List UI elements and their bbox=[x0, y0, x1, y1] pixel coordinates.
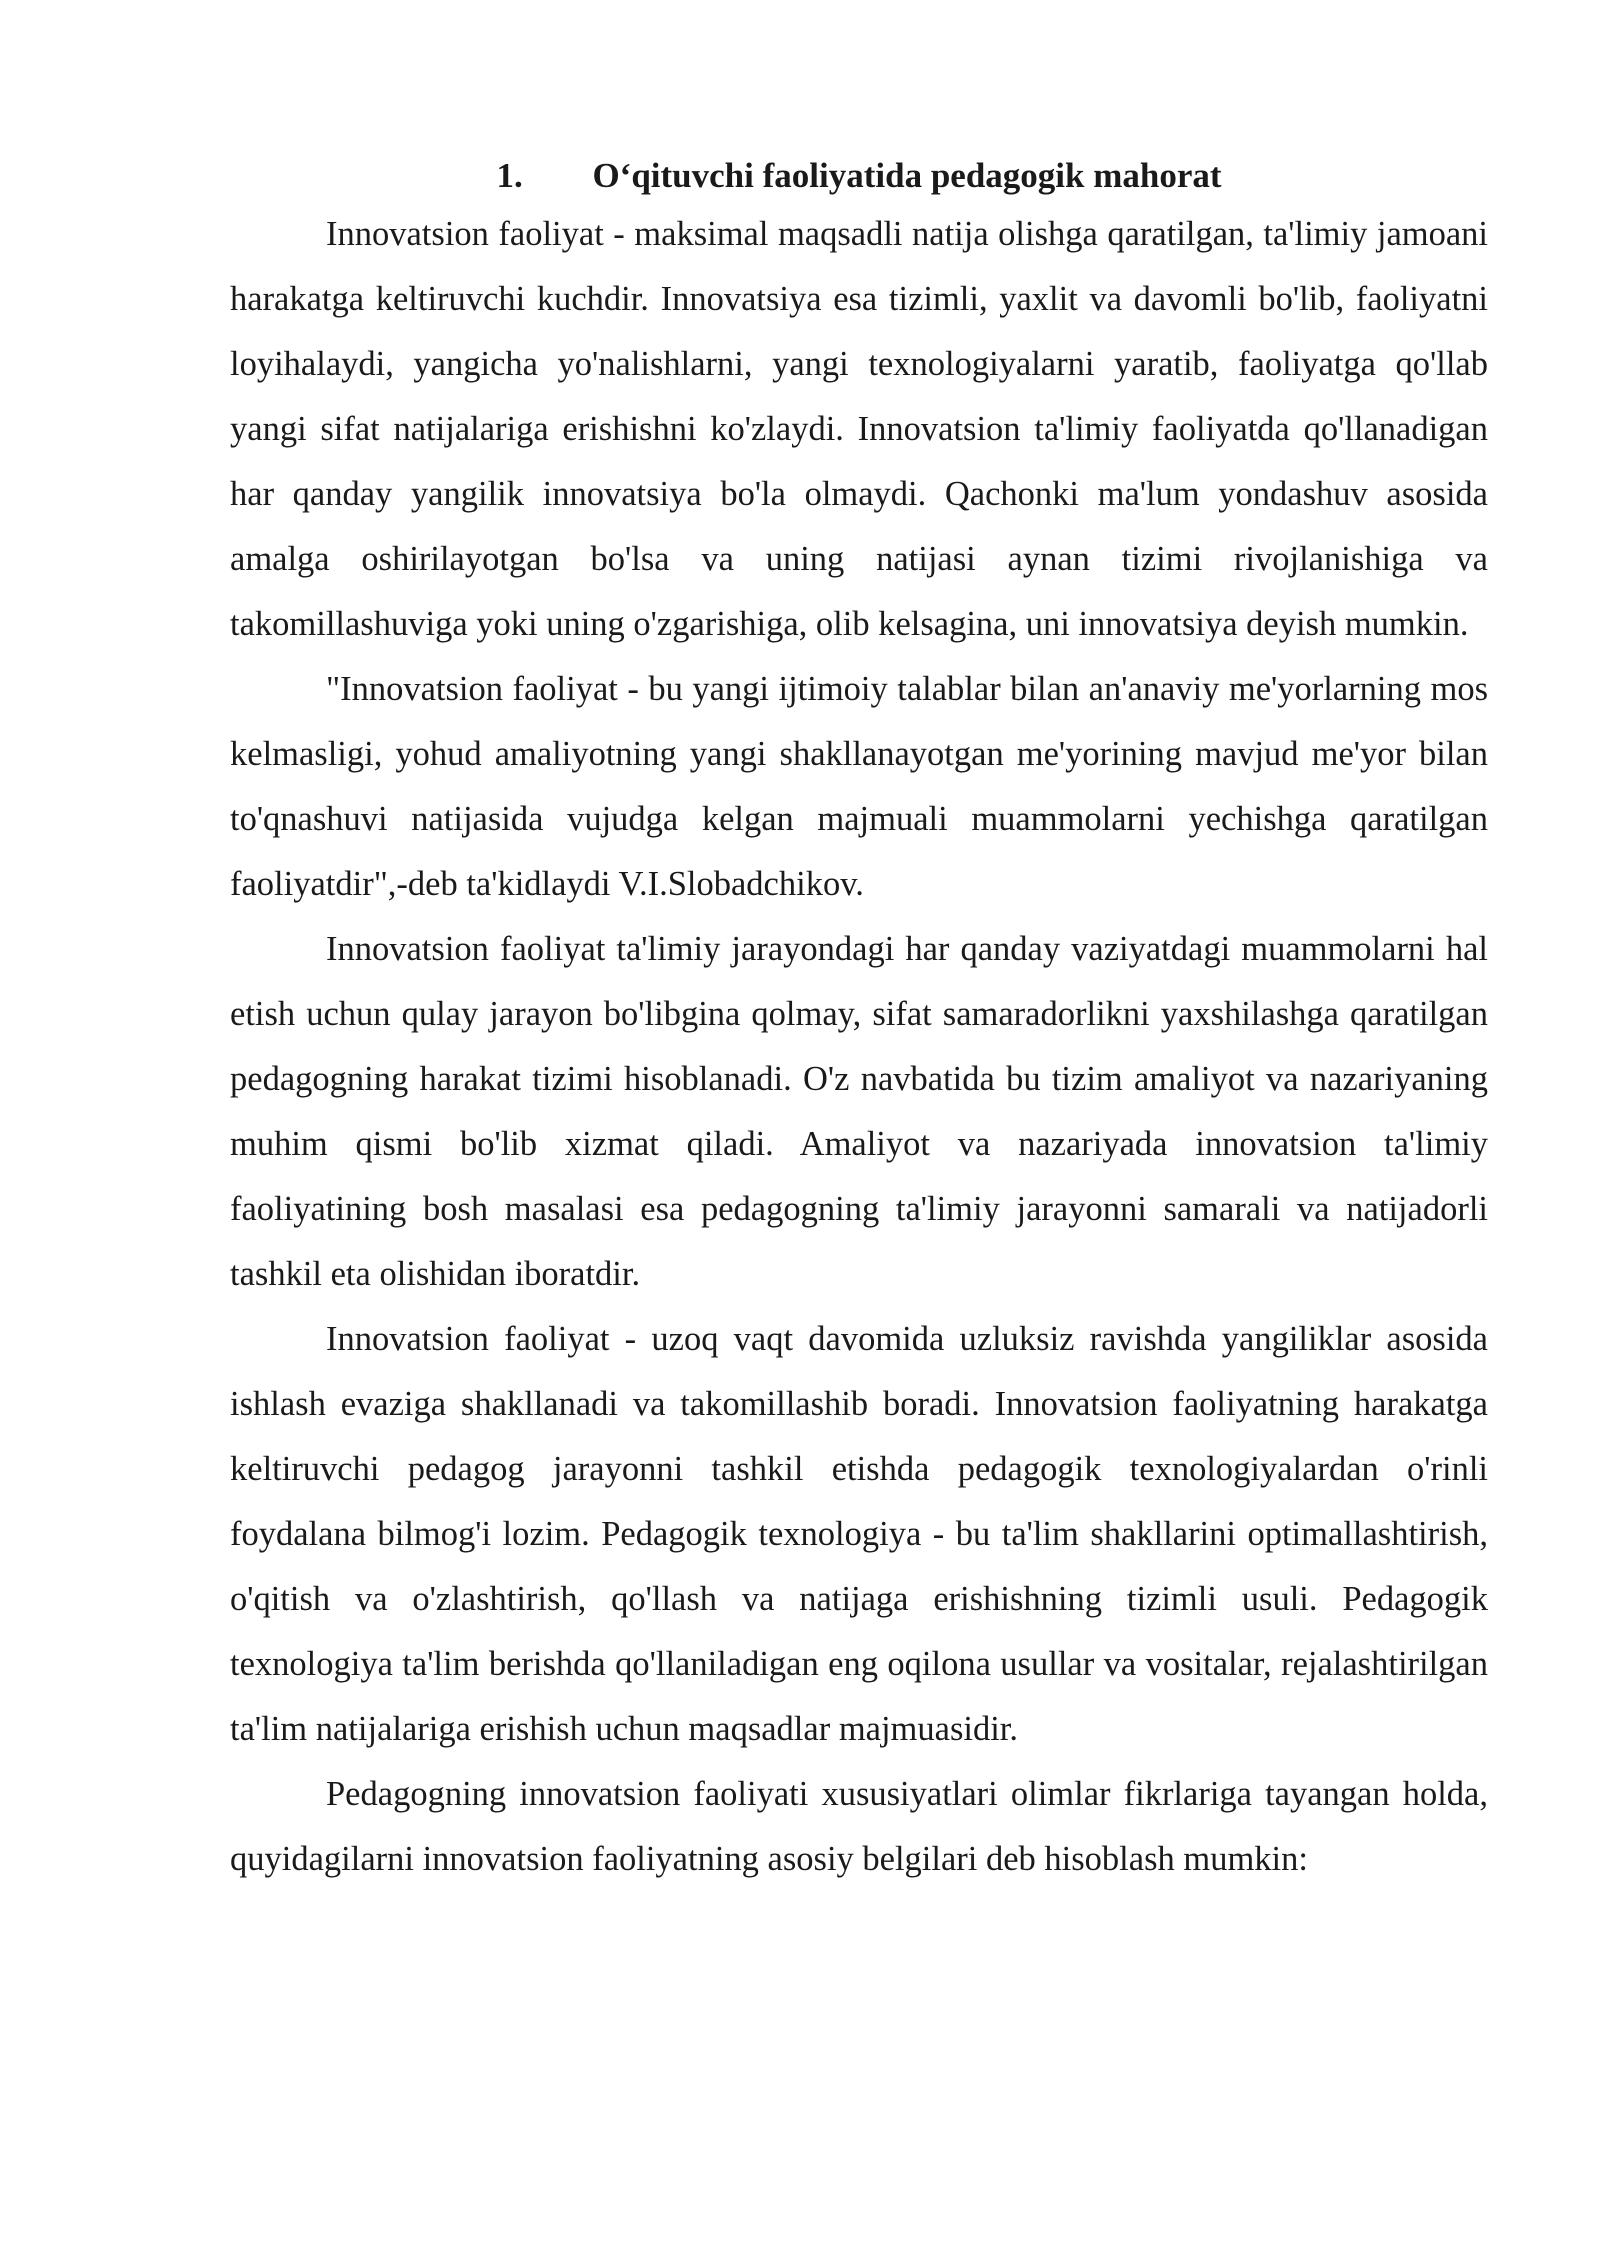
section-title: O‘qituvchi faoliyatida pedagogik mahorat bbox=[592, 156, 1222, 195]
paragraph: Innovatsion faoliyat - maksimal maqsadli natija olishga qaratilgan, ta'limiy jamoani harakatga keltiruvchi kuchdir. Innovatsiya esa tizimli, yaxlit va davomli bo'lib, faoliyatni loyihalaydi, yangicha yo'nalishlarni, yangi texnologiyalarni yaratib, faoliyatga qo'llab yangi sifat natijalariga erishishni ko'zlaydi. Innovatsion ta'limiy faoliyatda qo'llanadigan har qanday yangilik innovatsiya bo'la olmaydi. Qachonki ma'lum yondashuv asosida amalga oshirilayotgan bo'lsa va uning natijasi aynan tizimi rivojlanishiga va takomillashuviga yoki uning o'zgarishiga, olib kelsagina, uni innovatsiya deyish mumkin. bbox=[230, 215, 1488, 643]
paragraph: Pedagogning innovatsion faoliyati xususiyatlari olimlar fikrlariga tayangan holda, quyidagilarni innovatsion faoliyatning asosiy belgilari deb hisoblash mumkin: bbox=[230, 1775, 1488, 1878]
paragraph: "Innovatsion faoliyat - bu yangi ijtimoiy talablar bilan an'anaviy me'yorlarning mos kelmasligi, yohud amaliyotning yangi shakllanayotgan me'yorining mavjud me'yor bilan to'qnashuvi natijasida vujudga kelgan majmuali muammolarni yechishga qaratilgan faoliyatdir",-deb ta'kidlaydi V.I.Slobadchikov. bbox=[230, 670, 1488, 903]
document-body bbox=[230, 150, 1488, 1892]
section-number: 1. bbox=[496, 156, 523, 195]
paragraph: Innovatsion faoliyat - uzoq vaqt davomida uzluksiz ravishda yangiliklar asosida ishlash evaziga shakllanadi va takomillashib boradi. Innovatsion faoliyatning harakatga keltiruvchi pedagog jarayonni tashkil etishda pedagogik texnologiyalardan o'rinli foydalana bilmog'i lozim. Pedagogik texnologiya - bu ta'lim shakllarini optimallashtirish, o'qitish va o'zlashtirish, qo'llash va natijaga erishishning tizimli usuli. Pedagogik texnologiya ta'lim berishda qo'llaniladigan eng oqilona usullar va vositalar, rejalashtirilgan ta'lim natijalariga erishish uchun maqsadlar majmuasidir. bbox=[230, 1320, 1488, 1748]
section-heading bbox=[230, 150, 1488, 202]
paragraph: Innovatsion faoliyat ta'limiy jarayondagi har qanday vaziyatdagi muammolarni hal etish uchun qulay jarayon bo'libgina qolmay, sifat samaradorlikni yaxshilashga qaratilgan pedagogning harakat tizimi hisoblanadi. O'z navbatida bu tizim amaliyot va nazariyaning muhim qismi bo'lib xizmat qiladi. Amaliyot va nazariyada innovatsion ta'limiy faoliyatining bosh masalasi esa pedagogning ta'limiy jarayonni samarali va natijadorli tashkil eta olishidan iboratdir. bbox=[230, 930, 1488, 1293]
